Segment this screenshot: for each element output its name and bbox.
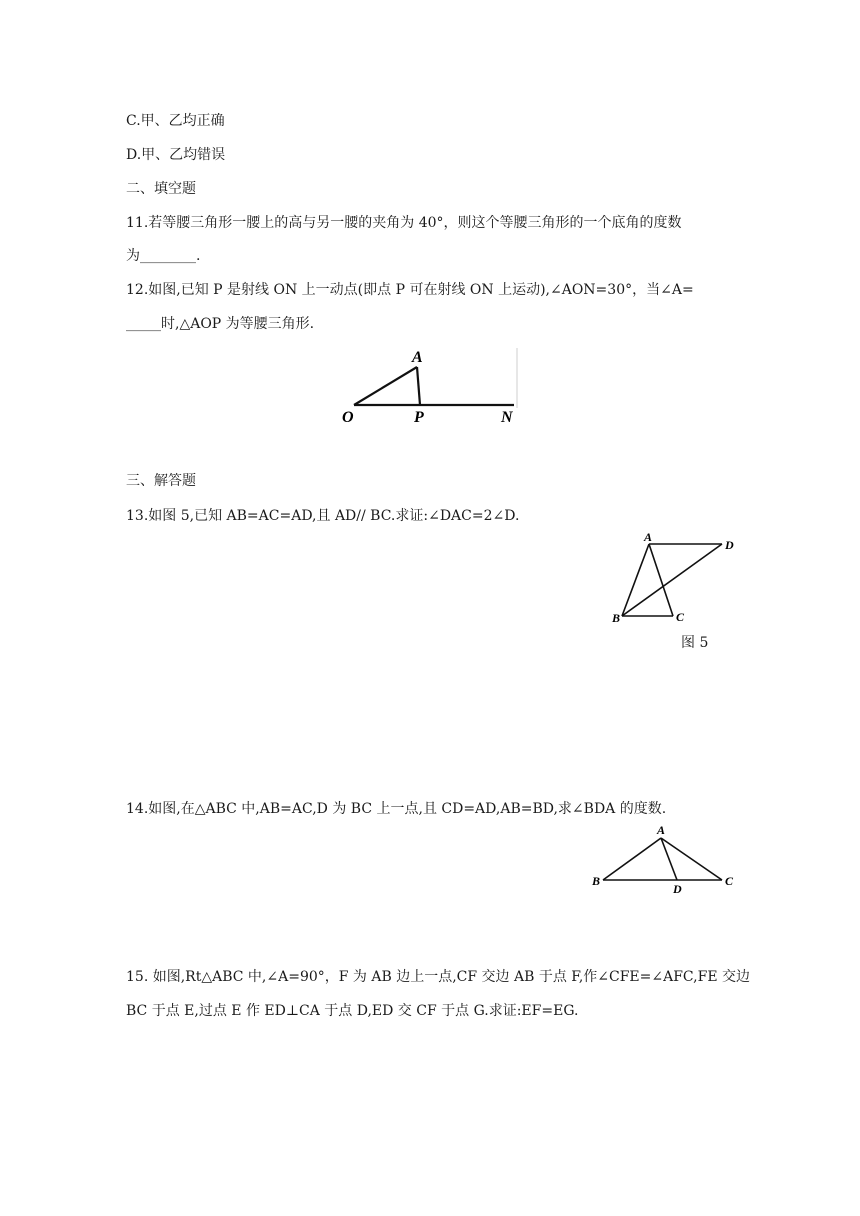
segment-bd xyxy=(622,544,722,616)
option-c: C.甲、乙均正确 xyxy=(126,113,225,129)
question-11-line-1: 11.若等腰三角形一腰上的高与另一腰的夹角为 40°，则这个等腰三角形的一个底角的度数 xyxy=(126,215,682,231)
figure-q14 xyxy=(588,820,738,898)
label-d: D xyxy=(673,882,682,896)
label-d: D xyxy=(725,538,734,552)
section-heading-fill: 二、填空题 xyxy=(126,181,196,197)
question-11-line-2: 为________. xyxy=(126,248,201,264)
label-b: B xyxy=(612,611,621,625)
label-a: A xyxy=(657,823,666,837)
segment-ac xyxy=(649,544,673,616)
label-a: A xyxy=(644,530,653,544)
segment-ab xyxy=(603,838,661,880)
section-heading-solve: 三、解答题 xyxy=(126,473,196,489)
label-o: O xyxy=(342,409,354,426)
label-n: N xyxy=(501,409,513,426)
question-12-line-2: _____时,△AOP 为等腰三角形. xyxy=(126,316,315,332)
question-12-line-1: 12.如图,已知 P 是射线 ON 上一动点(即点 P 可在射线 ON 上运动),∠AON=30°，当∠A= xyxy=(126,282,694,298)
question-15-line-1: 15. 如图,Rt△ABC 中,∠A=90°，F 为 AB 边上一点,CF 交边 AB 于点 F,作∠CFE=∠AFC,FE 交边 xyxy=(126,969,750,985)
label-c: C xyxy=(725,874,734,888)
figure-q12 xyxy=(336,344,526,426)
question-14-line-1: 14.如图,在△ABC 中,AB=AC,D 为 BC 上一点,且 CD=AD,AB=BD,求∠BDA 的度数. xyxy=(126,801,667,817)
segment-ac xyxy=(661,838,722,880)
label-a: A xyxy=(412,349,423,366)
segment-oa xyxy=(354,367,417,405)
label-p: P xyxy=(414,409,424,426)
figure-caption: 图 5 xyxy=(681,635,709,651)
label-c: C xyxy=(676,610,685,624)
question-15-line-2: BC 于点 E,过点 E 作 ED⊥CA 于点 D,ED 交 CF 于点 G.求证:EF=EG. xyxy=(126,1003,579,1019)
question-13-line-1: 13.如图 5,已知 AB=AC=AD,且 AD// BC.求证:∠DAC=2∠D. xyxy=(126,508,520,524)
segment-ab xyxy=(622,544,649,616)
option-d: D.甲、乙均错误 xyxy=(126,147,226,163)
segment-ap xyxy=(417,367,420,405)
figure-q13 xyxy=(606,530,746,630)
label-b: B xyxy=(592,874,601,888)
